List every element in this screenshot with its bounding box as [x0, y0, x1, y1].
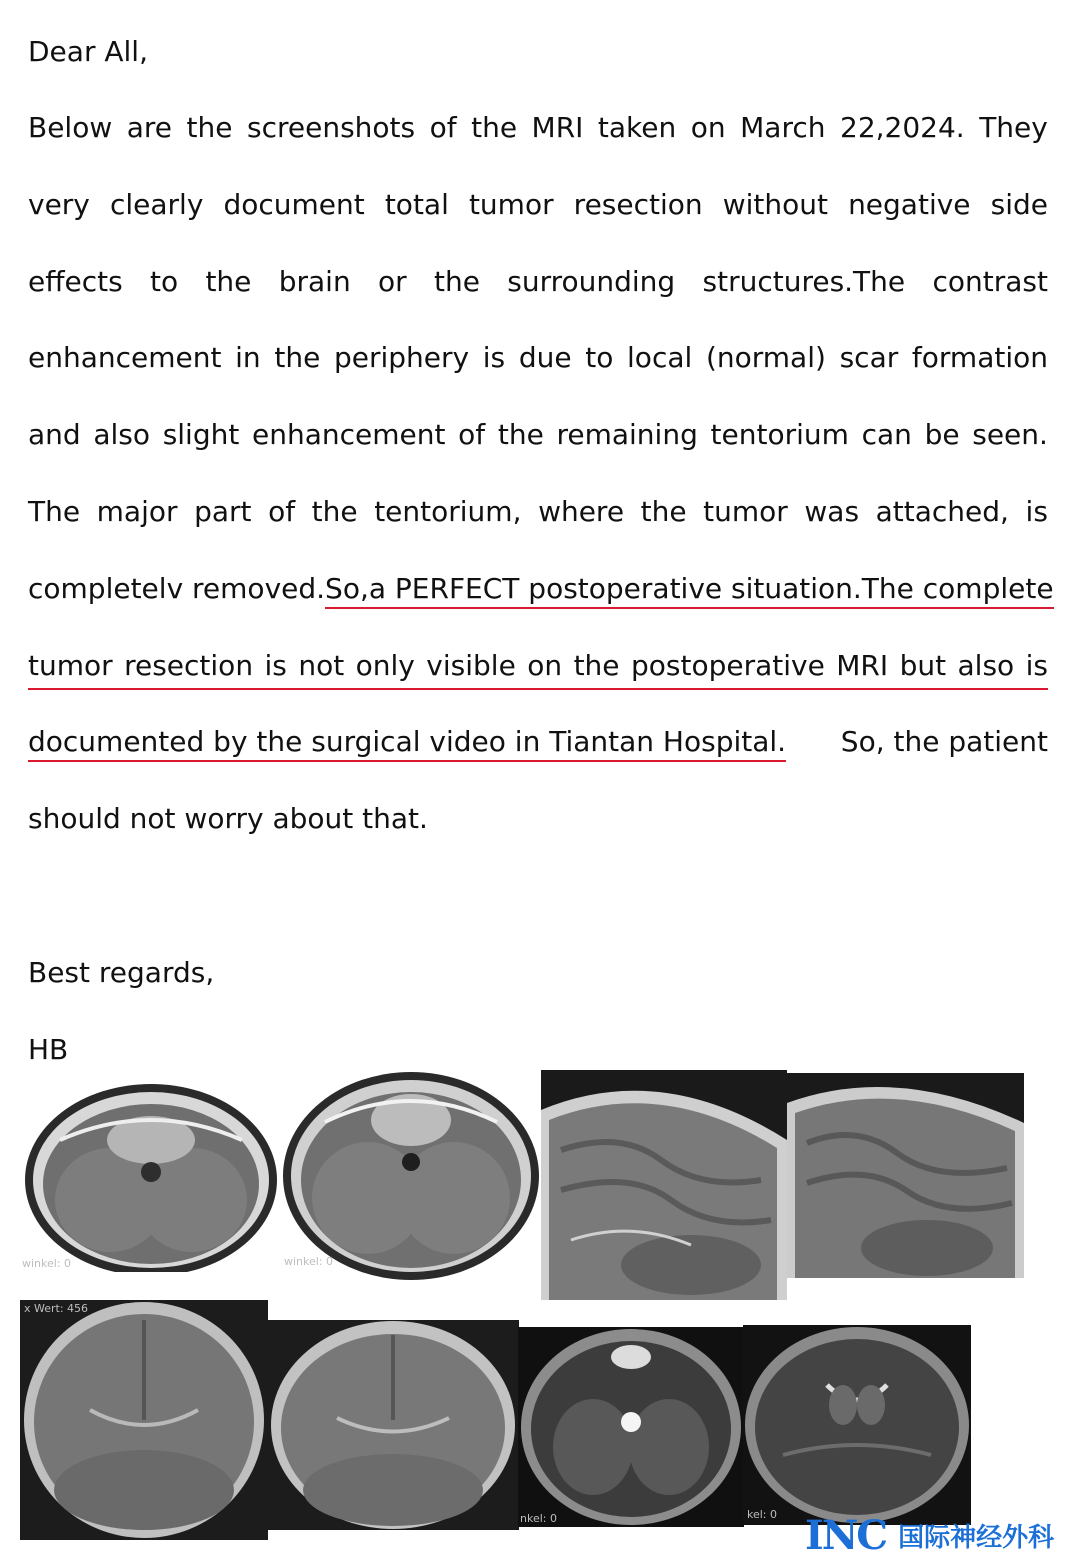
- word: is: [482, 341, 506, 374]
- word: periphery: [333, 341, 470, 374]
- word: clearly: [109, 188, 204, 221]
- word: the: [640, 495, 687, 528]
- word: tentorium,: [374, 495, 522, 528]
- word: structures.The: [702, 265, 906, 298]
- word: on: [690, 111, 726, 144]
- word: in: [235, 341, 261, 374]
- mri-coronal-1: [20, 1300, 268, 1540]
- word: taken: [597, 111, 677, 144]
- word: The: [28, 495, 81, 528]
- word: and: [28, 418, 81, 451]
- body-line-3: [28, 262, 1048, 302]
- word: are: [126, 111, 173, 144]
- word: the: [497, 418, 544, 451]
- word: attached,: [875, 495, 1009, 528]
- word: resection: [573, 188, 703, 221]
- word: contrast: [932, 265, 1048, 298]
- brand-logo-text: 国际神经外科: [898, 1522, 1055, 1553]
- word: can: [861, 418, 912, 451]
- mri-axial-t2-2: [743, 1325, 971, 1525]
- word: formation: [911, 341, 1048, 374]
- signature: HB: [28, 1033, 69, 1066]
- brand-logo: [805, 1511, 1055, 1559]
- word: major: [96, 495, 178, 528]
- word: slight: [162, 418, 240, 451]
- word: also: [93, 418, 151, 451]
- body-line-5: [28, 415, 1048, 455]
- word: the: [471, 111, 518, 144]
- highlighted-sentence-part-1: So,a PERFECT postoperative situation.The complete: [325, 572, 1054, 605]
- word: due: [518, 341, 572, 374]
- mri-axial-t2-1: [518, 1327, 744, 1527]
- word: tumor: [703, 495, 788, 528]
- word: (normal): [705, 341, 826, 374]
- word: scar: [839, 341, 899, 374]
- mri-coronal-2: [267, 1320, 519, 1530]
- word: document: [223, 188, 365, 221]
- word: part: [194, 495, 252, 528]
- word: the: [205, 265, 252, 298]
- word: the: [274, 341, 321, 374]
- word: 22,2024.: [840, 111, 965, 144]
- word: side: [990, 188, 1048, 221]
- mri-label-3: x Wert: 456: [24, 1302, 89, 1315]
- body-line-6: [28, 492, 1048, 532]
- word: to: [585, 341, 614, 374]
- body-line-7: [28, 569, 1054, 609]
- brand-logo-mark: INC: [805, 1511, 887, 1559]
- highlighted-sentence-part-3: documented by the surgical video in Tiantan Hospital.: [28, 725, 787, 758]
- mri-label-5: kel: 0: [747, 1508, 778, 1521]
- body-line-1: [28, 108, 1048, 148]
- word: the: [433, 265, 480, 298]
- word: MRI: [531, 111, 584, 144]
- word: enhancement: [252, 418, 446, 451]
- word: was: [804, 495, 860, 528]
- word: tentorium: [710, 418, 849, 451]
- word: Below: [28, 111, 113, 144]
- word: without: [722, 188, 828, 221]
- body-line-10: should not worry about that.: [28, 802, 428, 835]
- mri-label-2: winkel: 0: [284, 1255, 334, 1268]
- word: effects: [28, 265, 123, 298]
- word: local: [627, 341, 693, 374]
- word: screenshots: [246, 111, 416, 144]
- mri-label-1: winkel: 0: [22, 1257, 72, 1270]
- word: of: [458, 418, 486, 451]
- highlighted-sentence-part-2: tumor resection is not only visible on the postoperative MRI but also is: [28, 646, 1048, 686]
- word: surrounding: [507, 265, 676, 298]
- mri-sagittal-1: [541, 1070, 787, 1300]
- word: tumor: [468, 188, 554, 221]
- closing: Best regards,: [28, 956, 215, 989]
- word: the: [186, 111, 233, 144]
- word: to: [150, 265, 179, 298]
- word: negative: [848, 188, 971, 221]
- word: of: [429, 111, 457, 144]
- word: of: [268, 495, 296, 528]
- mri-sagittal-2: [787, 1073, 1024, 1278]
- word: enhancement: [28, 341, 222, 374]
- body-line-2: [28, 185, 1048, 225]
- word: They: [979, 111, 1048, 144]
- greeting: Dear All,: [28, 35, 148, 68]
- word: or: [378, 265, 407, 298]
- word: remaining: [556, 418, 698, 451]
- word: total: [384, 188, 449, 221]
- mri-axial-t1-2: [280, 1070, 542, 1282]
- word: the: [311, 495, 358, 528]
- word: where: [538, 495, 625, 528]
- word: seen.: [972, 418, 1048, 451]
- mri-axial-t1-1: [20, 1080, 282, 1272]
- word: very: [28, 188, 90, 221]
- mri-label-4: nkel: 0: [520, 1512, 557, 1525]
- body-line-4: [28, 338, 1048, 378]
- word: brain: [278, 265, 351, 298]
- body-line-8: [28, 646, 1048, 686]
- word: be: [924, 418, 960, 451]
- body-line-7-plain: completelv removed.: [28, 572, 326, 605]
- word: March: [740, 111, 826, 144]
- body-line-9-tail: So, the patient: [840, 725, 1048, 758]
- body-line-9: [28, 722, 1048, 762]
- word: is: [1025, 495, 1048, 528]
